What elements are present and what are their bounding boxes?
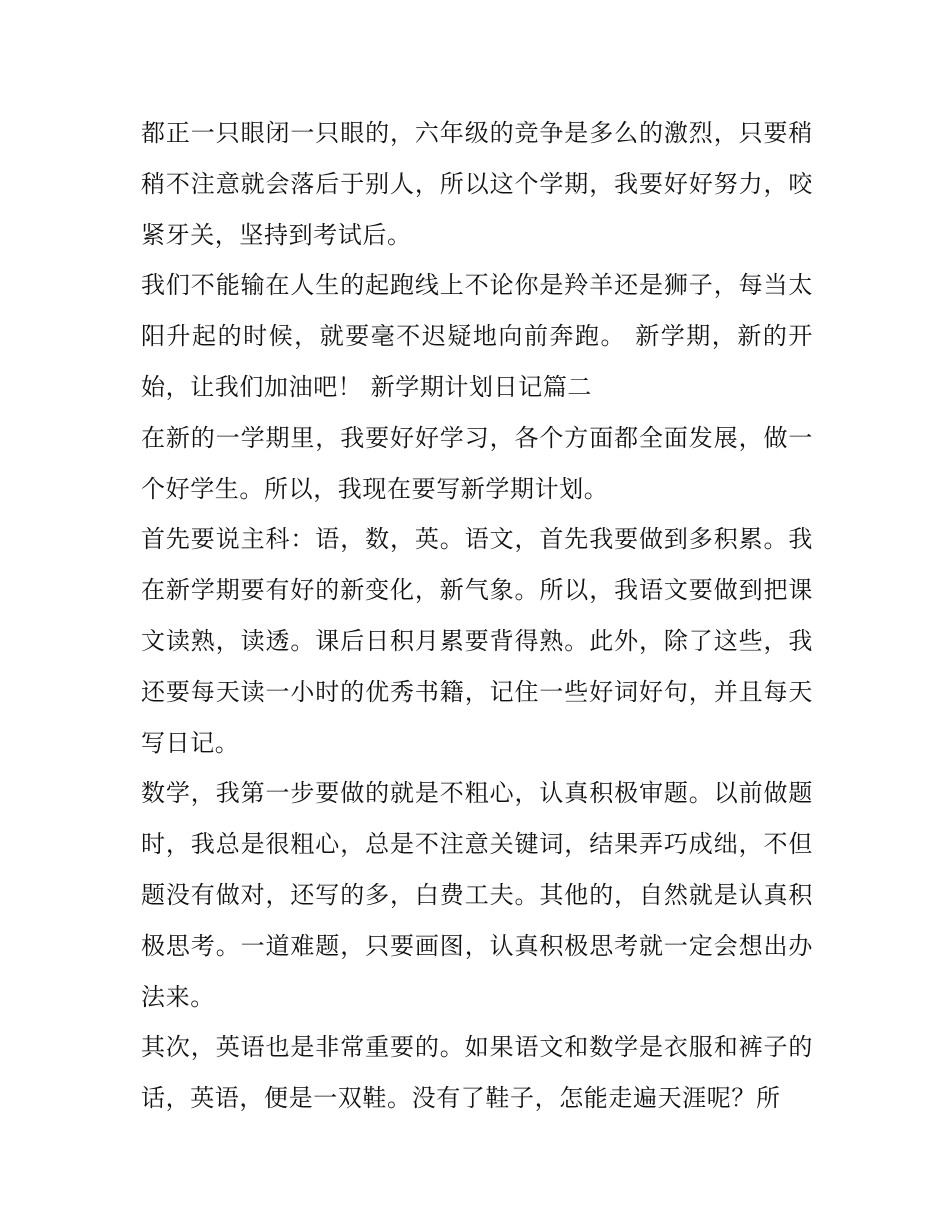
document-body xyxy=(141,108,813,1124)
paragraph-6: 其次，英语也是非常重要的。如果语文和数学是衣服和裤子的话，英语，便是一双鞋。没有了鞋子，怎能走遍天涯呢？所 xyxy=(141,1033,813,1113)
paragraph-1: 都正一只眼闭一只眼的，六年级的竞争是多么的激烈，只要稍稍不注意就会落后于别人，所以这个学期，我要好好努力，咬紧牙关，坚持到考试后。 xyxy=(141,119,813,249)
paragraph-4: 首先要说主科：语，数，英。语文，首先我要做到多积累。我在新学期要有好的新变化，新气象。所以，我语文要做到把课文读熟，读透。课后日积月累要背得熟。此外，除了这些，我还要每天读一小时的优秀书籍，记住一些好词好句，并且每天写日记。 xyxy=(141,525,813,757)
paragraph-2: 我们不能输在人生的起跑线上不论你是羚羊还是狮子，每当太阳升起的时候，就要毫不迟疑地向前奔跑。 新学期，新的开始，让我们加油吧！ 新学期计划日记篇二 xyxy=(141,271,813,401)
paragraph-5: 数学，我第一步要做的就是不粗心，认真积极审题。以前做题时，我总是很粗心，总是不注意关键词，结果弄巧成绌，不但题没有做对，还写的多，白费工夫。其他的，自然就是认真积极思考。一道难题，只要画图，认真积极思考就一定会想出办法来。 xyxy=(141,779,813,1011)
paragraph-3: 在新的一学期里，我要好好学习，各个方面都全面发展，做一个好学生。所以，我现在要写新学期计划。 xyxy=(141,423,813,503)
